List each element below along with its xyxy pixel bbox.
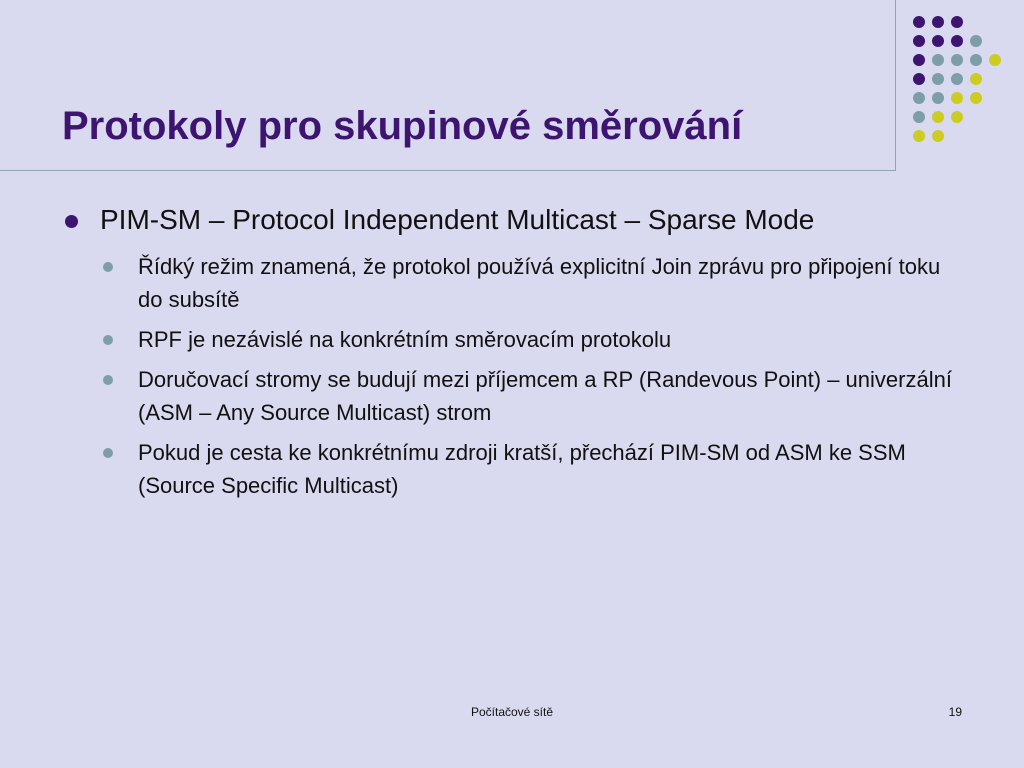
dot [932, 92, 944, 104]
title-divider-horizontal [0, 170, 896, 171]
dot [913, 111, 925, 123]
bullet-dot-icon [65, 215, 78, 228]
dot [951, 54, 963, 66]
sub-bullet [62, 250, 962, 316]
dot [913, 130, 925, 142]
dot [932, 111, 944, 123]
slide-title: Protokoly pro skupinové směrování [62, 104, 743, 148]
sub-bullet-dot-icon [103, 448, 113, 458]
dot [932, 54, 944, 66]
sub-bullet-text: Řídký režim znamená, že protokol používá explicitní Join zprávu pro připojení toku do subsítě [138, 254, 941, 312]
sub-bullet [62, 323, 962, 356]
sub-bullet-text: Pokud je cesta ke konkrétnímu zdroji kratší, přechází PIM-SM od ASM ke SSM (Source Specific Multicast) [138, 440, 906, 498]
dot [913, 35, 925, 47]
bullet-level1 [62, 200, 962, 240]
dot [951, 16, 963, 28]
sub-bullet-text: Doručovací stromy se budují mezi příjemcem a RP (Randevous Point) – univerzální (ASM – Any Source Multicast) strom [138, 367, 952, 425]
dot [970, 92, 982, 104]
dot [970, 73, 982, 85]
dot [932, 130, 944, 142]
dot [970, 35, 982, 47]
dot [913, 54, 925, 66]
dot [951, 111, 963, 123]
sub-bullet-dot-icon [103, 375, 113, 385]
dot [951, 73, 963, 85]
slide-content [62, 200, 962, 509]
dot [989, 54, 1001, 66]
footer-title: Počítačové sítě [470, 705, 554, 719]
dot [951, 92, 963, 104]
dot [932, 73, 944, 85]
dot [913, 92, 925, 104]
bullet-level1-text: PIM-SM – Protocol Independent Multicast – Sparse Mode [100, 204, 815, 235]
page-number: 19 [948, 705, 962, 719]
title-divider-vertical [895, 0, 896, 171]
dot [970, 54, 982, 66]
dot [932, 35, 944, 47]
sub-bullet [62, 436, 962, 502]
sub-bullet [62, 363, 962, 429]
sub-bullet-text: RPF je nezávislé na konkrétním směrovacím protokolu [138, 327, 672, 352]
dot [951, 35, 963, 47]
dot [932, 16, 944, 28]
dot [913, 73, 925, 85]
sub-bullet-dot-icon [103, 262, 113, 272]
sub-bullet-list [62, 250, 962, 502]
dot [913, 16, 925, 28]
sub-bullet-dot-icon [103, 335, 113, 345]
